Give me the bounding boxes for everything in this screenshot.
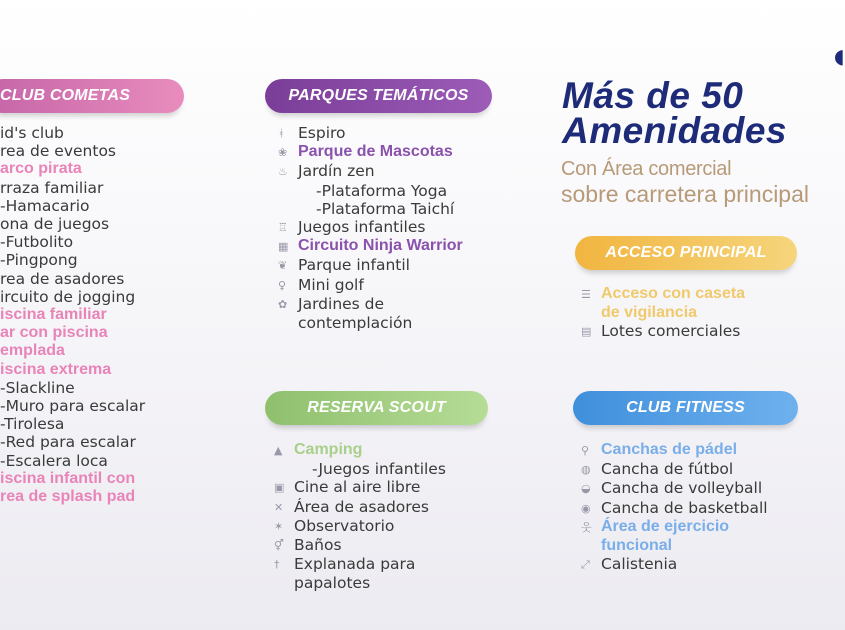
- list-item-text: rea de asadores: [0, 269, 125, 288]
- list-item-text: id's club: [0, 124, 64, 142]
- list-item-text: rea de eventos: [0, 142, 117, 161]
- spacer: [581, 537, 601, 538]
- list-item-text: funcional: [601, 537, 673, 555]
- list-item-text: -Plataforma Yoga: [316, 181, 448, 200]
- club-cometas-heading: [0, 79, 184, 113]
- list-item-text: Jardín zen: [298, 162, 375, 181]
- list-item: [0, 452, 145, 470]
- basketball-icon: ◉: [581, 501, 591, 515]
- parques-tematicos-heading-text: PARQUES TEMÁTICOS: [288, 87, 469, 104]
- list-item-text: Explanada para: [294, 555, 416, 574]
- list-item: [278, 182, 463, 200]
- list-item: [274, 478, 446, 497]
- zen-icon: ♨: [278, 165, 288, 179]
- list-item-text: -Pingpong: [0, 251, 78, 270]
- list-item-text: Jardines de: [298, 294, 385, 313]
- list-item: [0, 488, 145, 506]
- list-item-text: Área de asadores: [294, 497, 429, 516]
- soccer-icon: ◍: [581, 463, 591, 477]
- volleyball-icon: ◒: [581, 482, 591, 496]
- list-item: [278, 218, 463, 237]
- list-item-text: contemplación: [298, 314, 413, 333]
- garden-icon: ✿: [278, 297, 288, 311]
- list-item-text: -Futbolito: [0, 233, 74, 252]
- list-item-text: ircuito de jogging: [0, 287, 136, 306]
- list-item-text: Acceso con caseta: [601, 285, 746, 302]
- spacer: [581, 304, 601, 305]
- list-item: [0, 251, 145, 269]
- list-item: [278, 276, 463, 295]
- list-item: [0, 470, 145, 488]
- list-item-text: iscina familiar: [0, 306, 107, 324]
- list-item: [581, 555, 768, 574]
- list-item: [274, 441, 446, 460]
- list-item-text: -Red para escalar: [0, 433, 136, 452]
- list-item-text: Circuito Ninja Warrior: [298, 237, 463, 255]
- list-item: [278, 200, 463, 218]
- kids-icon: ❦: [278, 259, 288, 273]
- list-item-text: Parque de Mascotas: [298, 143, 453, 161]
- golf-icon: ♀: [278, 278, 287, 292]
- list-item-text: Área de ejercicio: [601, 517, 730, 535]
- reserva-scout-heading: [265, 391, 488, 425]
- list-item-text: ona de juegos: [0, 215, 110, 234]
- spacer: [274, 460, 294, 461]
- list-item-text: rea de splash pad: [0, 488, 136, 506]
- list-item-text: emplada: [0, 342, 65, 360]
- list-item: [0, 361, 145, 379]
- list-item-text: -Juegos infantiles: [312, 460, 446, 479]
- reserva-scout-heading-text: RESERVA SCOUT: [307, 399, 446, 416]
- list-item-text: -Muro para escalar: [0, 397, 146, 416]
- list-item: [0, 197, 145, 215]
- ninja-icon: ▦: [278, 240, 289, 254]
- list-item: [274, 574, 446, 592]
- list-item-text: de vigilancia: [601, 304, 698, 322]
- list-item: [581, 518, 768, 537]
- list-item: [0, 233, 145, 251]
- list-item-text: Cine al aire libre: [294, 478, 421, 497]
- parques-tematicos-heading: [265, 79, 492, 113]
- list-item-text: rraza familiar: [0, 178, 104, 197]
- club-cometas-list: [0, 124, 145, 506]
- list-item-text: -Hamacario: [0, 196, 90, 215]
- list-item: [278, 162, 463, 181]
- title-line-2: Amenidades: [562, 110, 788, 151]
- restroom-icon: ⚥: [274, 539, 284, 553]
- list-item: [0, 379, 145, 397]
- title-line-1: Más de 50: [562, 75, 744, 116]
- grill-icon: ✕: [274, 500, 284, 514]
- club-fitness-heading-text: CLUB FITNESS: [626, 399, 745, 416]
- list-item: [581, 499, 768, 518]
- list-item: [581, 285, 745, 304]
- subtitle-line-2: sobre carretera principal: [561, 181, 810, 207]
- list-item: [274, 498, 446, 517]
- list-item: [581, 322, 745, 341]
- list-item-text: -Slackline: [0, 378, 75, 397]
- list-item: [0, 324, 145, 342]
- edge-mark-icon: ◖: [834, 44, 845, 68]
- exercise-icon: 웃: [581, 520, 592, 534]
- list-item-text: ar con piscina: [0, 324, 108, 342]
- reserva-scout-list: [274, 441, 446, 593]
- acceso-principal-list: [581, 285, 745, 342]
- list-item: [274, 517, 446, 536]
- person-icon: ᚼ: [278, 127, 285, 140]
- list-item: [278, 314, 463, 332]
- list-item-text: arco pirata: [0, 160, 82, 178]
- list-item: [0, 160, 145, 178]
- cinema-icon: ▣: [274, 481, 285, 495]
- list-item-text: Camping: [294, 441, 363, 458]
- list-item: [0, 179, 145, 197]
- list-item-text: iscina extrema: [0, 360, 112, 378]
- spacer: [278, 314, 298, 315]
- list-item: [0, 124, 145, 142]
- club-fitness-heading: [573, 391, 798, 425]
- acceso-principal-heading-text: ACCESO PRINCIPAL: [605, 244, 767, 261]
- list-item-text: Parque infantil: [298, 256, 410, 275]
- padel-icon: ⚲: [581, 444, 590, 457]
- calisthenics-icon: ⤢: [581, 558, 590, 572]
- playground-icon: ♖: [278, 221, 288, 235]
- list-item: [0, 270, 145, 288]
- list-item-text: Mini golf: [298, 275, 364, 294]
- list-item-text: Lotes comerciales: [601, 322, 741, 341]
- gate-icon: ☰: [581, 288, 591, 301]
- tent-icon: ▲: [274, 444, 283, 457]
- list-item: [581, 441, 768, 460]
- pet-icon: ❀: [278, 146, 288, 160]
- list-item-text: Espiro: [298, 124, 346, 142]
- list-item: [0, 342, 145, 360]
- list-item: [0, 397, 145, 415]
- list-item: [0, 415, 145, 433]
- list-item: [274, 536, 446, 555]
- list-item-text: Calistenia: [601, 555, 678, 574]
- list-item-text: -Plataforma Taichí: [316, 199, 455, 218]
- list-item-text: Observatorio: [294, 516, 395, 535]
- kite-icon: †: [274, 558, 280, 572]
- list-item-text: Cancha de basketball: [601, 498, 768, 517]
- list-item: [278, 124, 463, 143]
- page-title: [562, 75, 788, 151]
- acceso-principal-heading: [575, 236, 797, 270]
- list-item: [581, 479, 768, 498]
- list-item-text: Canchas de pádel: [601, 441, 738, 458]
- subtitle-line-1: Con Área comercial: [561, 158, 732, 180]
- list-item: [581, 537, 768, 555]
- list-item: [274, 460, 446, 478]
- list-item: [278, 256, 463, 275]
- list-item: [581, 460, 768, 479]
- spacer: [278, 182, 298, 183]
- club-fitness-list: [581, 441, 768, 574]
- list-item-text: -Escalera loca: [0, 451, 108, 470]
- list-item: [0, 142, 145, 160]
- list-item: [0, 288, 145, 306]
- list-item-text: Baños: [294, 536, 342, 555]
- club-cometas-heading-text: CLUB COMETAS: [0, 87, 131, 104]
- list-item-text: Cancha de volleyball: [601, 479, 763, 498]
- list-item-text: Juegos infantiles: [298, 218, 426, 237]
- store-icon: ▤: [581, 325, 592, 339]
- list-item: [0, 215, 145, 233]
- list-item: [278, 143, 463, 162]
- list-item: [0, 433, 145, 451]
- telescope-icon: ✶: [274, 519, 284, 533]
- list-item: [278, 237, 463, 256]
- spacer: [274, 574, 294, 575]
- parques-tematicos-list: [278, 124, 463, 332]
- list-item: [0, 306, 145, 324]
- list-item: [581, 304, 745, 322]
- spacer: [278, 200, 298, 201]
- list-item-text: Cancha de fútbol: [601, 460, 734, 479]
- list-item-text: iscina infantil con: [0, 469, 136, 487]
- list-item: [274, 555, 446, 574]
- list-item: [278, 295, 463, 314]
- list-item-text: -Tirolesa: [0, 415, 65, 434]
- list-item-text: papalotes: [294, 574, 371, 593]
